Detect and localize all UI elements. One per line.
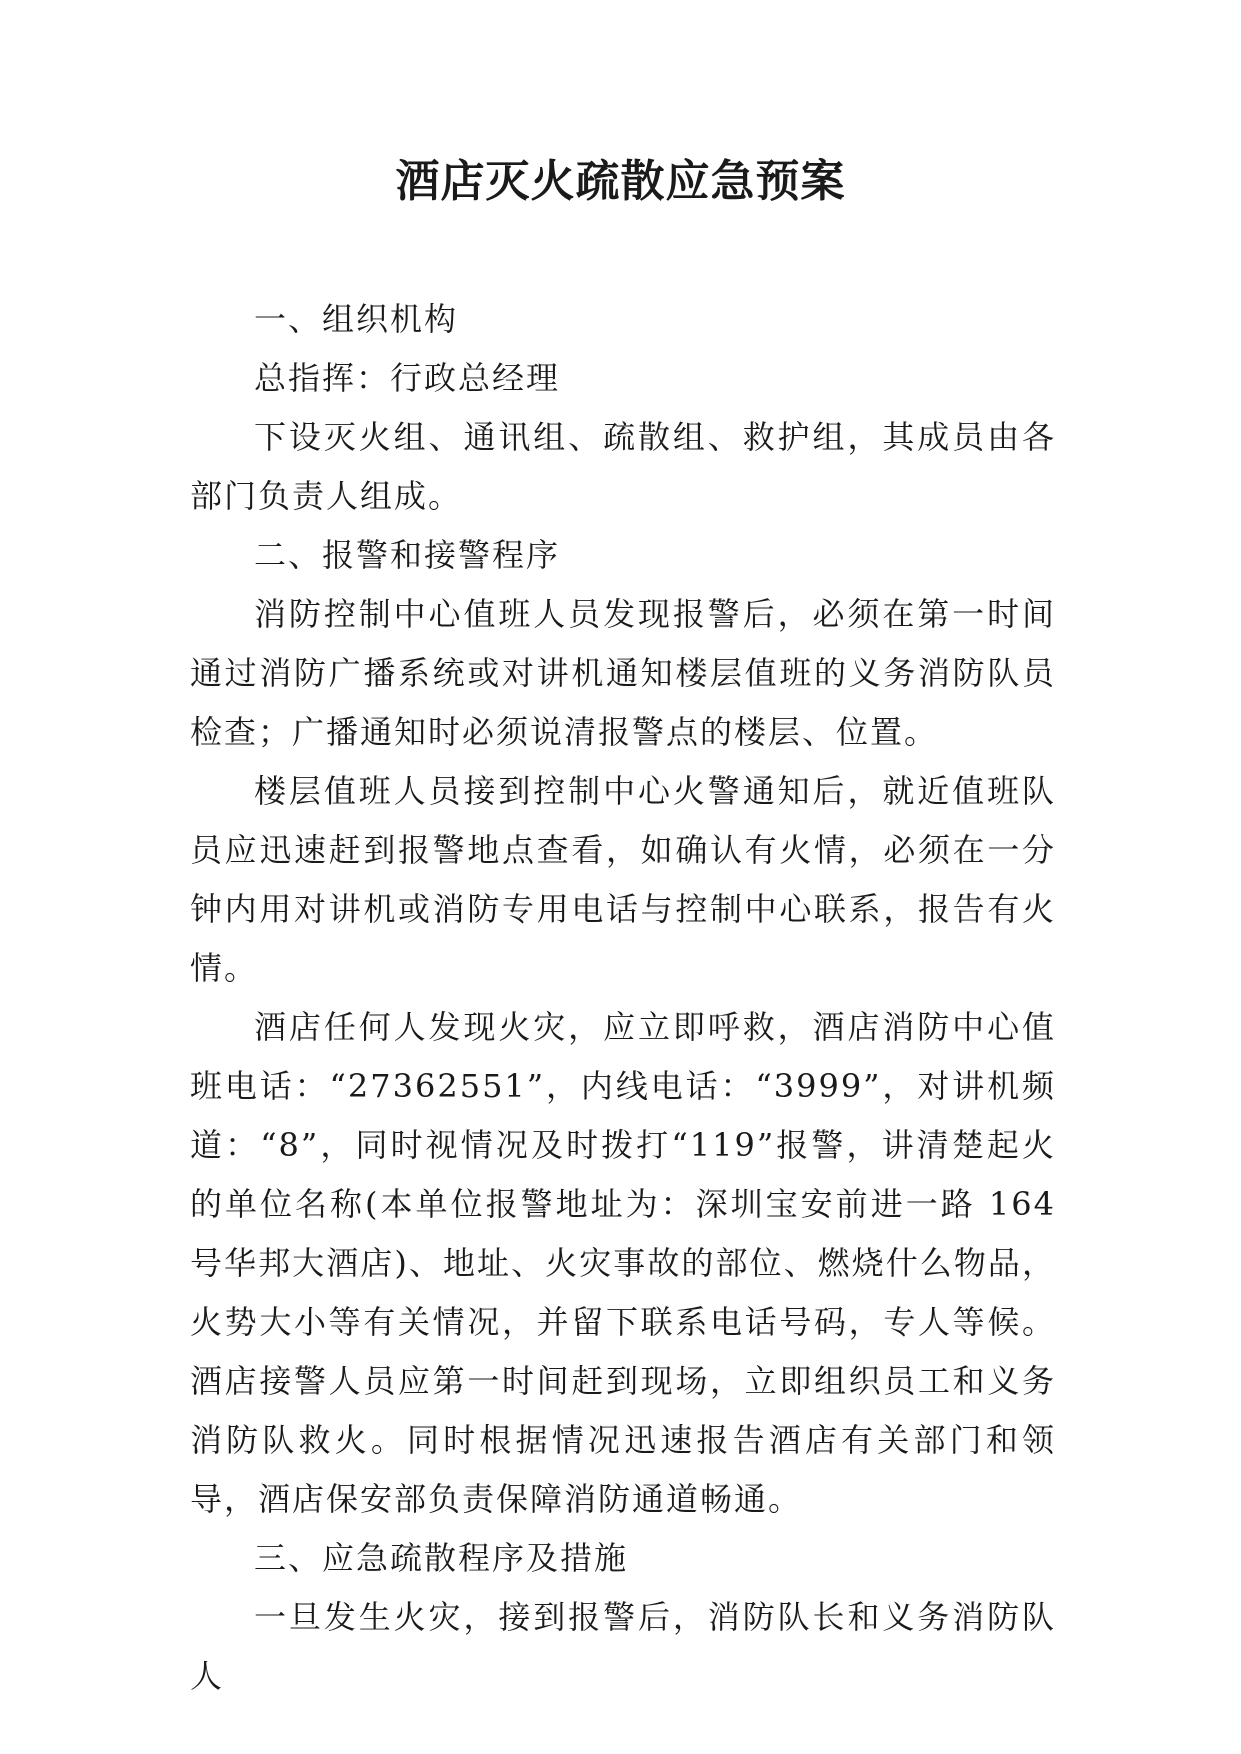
- paragraph-evacuation-start: 一旦发生火灾，接到报警后，消防队长和义务消防队人: [190, 1598, 1056, 1695]
- paragraph-groups: 下设灭火组、通讯组、疏散组、救护组，其成员由各部门负责人组成。: [190, 418, 1056, 515]
- document-body: [190, 290, 1056, 1706]
- section-heading-alarm-procedure: 二、报警和接警程序: [254, 536, 561, 574]
- section-heading-evacuation: 三、应急疏散程序及措施: [254, 1539, 629, 1577]
- paragraph-control-center: 消防控制中心值班人员发现报警后，必须在第一时间通过消防广播系统或对讲机通知楼层值班的义务消防队员检查；广播通知时必须说清报警点的楼层、位置。: [190, 595, 1056, 751]
- paragraph-fire-report: 酒店任何人发现火灾，应立即呼救，酒店消防中心值班电话：“27362551”，内线电话：“3999”，对讲机频道：“8”，同时视情况及时拨打“119”报警，讲清楚起火的单位名称(本单位报警地址为：深圳宝安前进一路 164 号华邦大酒店)、地址、火灾事故的部位、燃烧什么物品，火势大小等有关情况，并留下联系电话号码，专人等候。酒店接警人员应第一时间赶到现场，立即组织员工和义务消防队救火。同时根据情况迅速报告酒店有关部门和领导，酒店保安部负责保障消防通道畅通。: [190, 1008, 1056, 1518]
- section-heading-organization: 一、组织机构: [254, 300, 459, 338]
- document-title: 酒店灭火疏散应急预案: [395, 156, 846, 207]
- paragraph-commander: 总指挥：行政总经理: [254, 359, 561, 397]
- paragraph-floor-duty: 楼层值班人员接到控制中心火警通知后，就近值班队员应迅速赶到报警地点查看，如确认有火情，必须在一分钟内用对讲机或消防专用电话与控制中心联系，报告有火情。: [190, 772, 1056, 987]
